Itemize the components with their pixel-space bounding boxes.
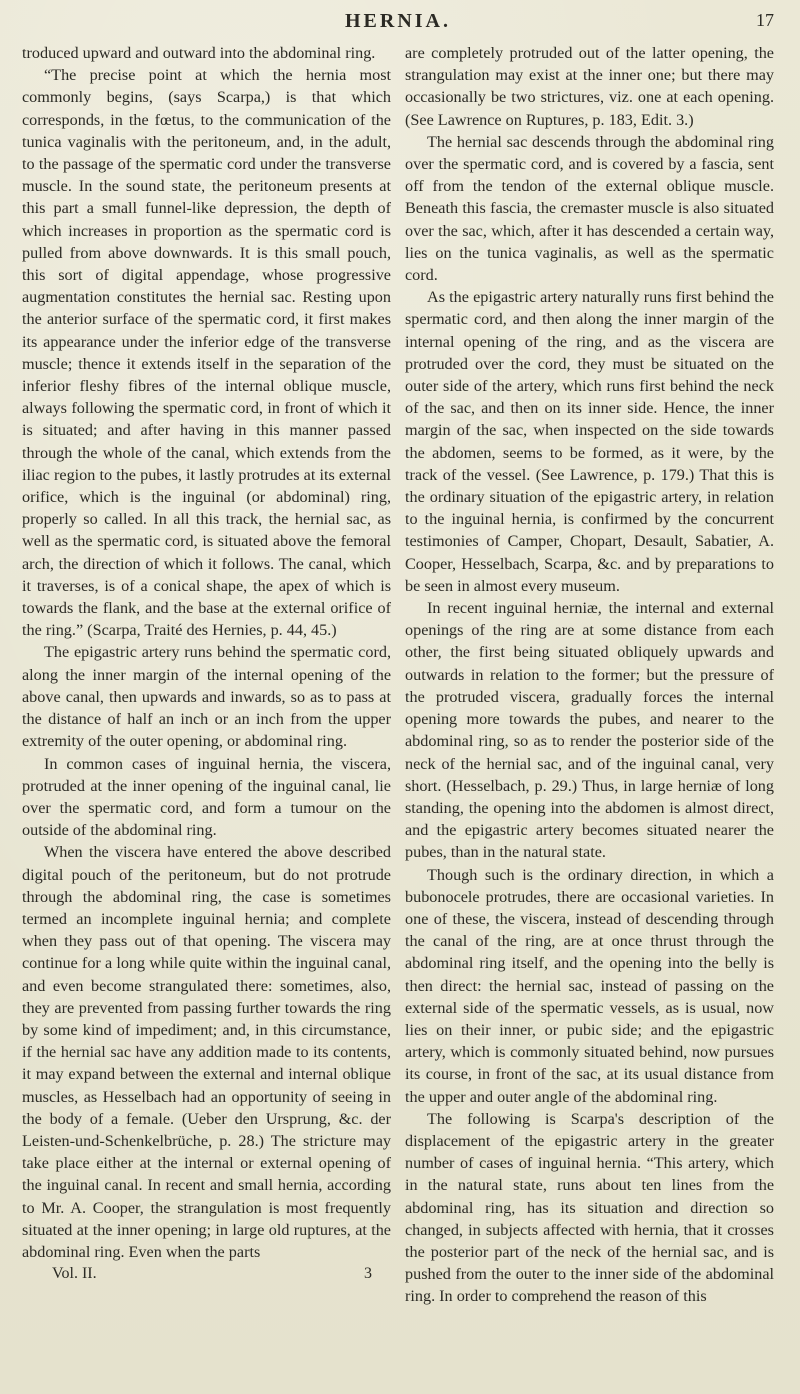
paragraph: troduced upward and outward into the abdominal ring.: [22, 44, 376, 62]
paragraph: As the epigastric artery naturally runs first behind the spermatic cord, and then along the inner margin of the internal opening of the ring, and as the viscera are protruded over the cord, they must be situated on the outer side of the artery, which runs first behind the neck of the sac, and then on its inner side. Hence, the inner margin of the sac, when inspected on the side towards the abdomen, seems to be formed, as it were, by the track of the vessel. (See Lawrence, p. 179.) That this is the ordinary situation of the epigastric artery, in relation to the inguinal hernia, is confirmed by the concurrent testimonies of Camper, Chopart, Desault, Sabatier, A. Cooper, Hesselbach, Scarpa, &c. and by preparations to be seen in almost every museum.: [405, 288, 774, 595]
running-head: [22, 10, 774, 38]
paragraph: The epigastric artery runs behind the spermatic cord, along the inner margin of the internal opening of the above canal, then upwards and inwards, so as to pass at the distance of half an inch or an inch from the upper extremity of the outer opening, or abdominal ring.: [22, 643, 391, 751]
signature-mark: 3: [364, 1265, 372, 1283]
paragraph: Though such is the ordinary direction, in which a bubonocele protrudes, there are occasional varieties. In one of these, the viscera, instead of descending through the canal of the ring, are at once thrust through the abdominal ring itself, and the opening into the belly is then direct: the hernial sac, instead of passing on the external side of the spermatic vessels, as is usual, now lies on their inner, or pubic side; and the epigastric artery, which is commonly situated behind, now pursues its course, in front of the sac, at its usual distance from the upper and outer angle of the abdominal ring.: [405, 865, 774, 1106]
paragraph: In common cases of inguinal hernia, the viscera, protruded at the inner opening of the inguinal canal, lie over the spermatic cord, and form a tumour on the outside of the abdominal ring.: [22, 754, 391, 840]
paragraph: are completely protruded out of the latter opening, the strangulation may exist at the inner one; but there may occasionally be two strictures, viz. one at each opening. (See Lawrence on Ruptures, p. 183, Edit. 3.): [405, 44, 774, 129]
right-column: [405, 42, 774, 1308]
volume-label: Vol. II.: [52, 1265, 97, 1283]
paragraph: When the viscera have entered the above described digital pouch of the peritoneum, but do not protrude through the abdominal ring, the case is sometimes termed an incomplete inguinal hernia; and complete when they pass out of that opening. The viscera may continue for a long while quite within the inguinal canal, and even become strangulated there: sometimes, also, they are prevented from passing further towards the ring by some kind of impediment; and, in this circumstance, if the hernial sac have any addition made to its contents, it may expand between the external and internal oblique muscles, as Hesselbach had an opportunity of seeing in the body of a female. (Ueber den Ursprung, &c. der Leisten-und-Schenkelbrüche, p. 28.) The stricture may take place either at the internal or external opening of the inguinal canal. In recent and small hernia, according to Mr. A. Cooper, the strangulation is most frequently situated at the inner opening; in large old ruptures, at the abdominal ring. Even when the parts: [22, 843, 391, 1261]
page-footer: [22, 1263, 372, 1285]
running-title: HERNIA.: [344, 10, 451, 32]
text-columns: [22, 42, 774, 1308]
paragraph: The hernial sac descends through the abdominal ring over the spermatic cord, and is covered by a fascia, sent off from the tendon of the external oblique muscle. Beneath this fascia, the cremaster muscle is also situated over the sac, which, after it has descended a certain way, lies on the tunica vaginalis, as well as the spermatic cord.: [405, 132, 774, 285]
paragraph: “The precise point at which the hernia most commonly begins, (says Scarpa,) is that which corresponds, in the fœtus, to the communication of the tunica vaginalis with the peritoneum, and, in the adult, to the passage of the spermatic cord under the transverse muscle. In the sound state, the peritoneum presents at this part a small funnel-like depression, the depth of which increases in proportion as the spermatic cord is pulled from above downwards. It is this small pouch, this sort of digital appendage, whose progressive augmentation constitutes the hernial sac. Resting upon the anterior surface of the spermatic cord, it first makes its appearance under the inferior edge of the transverse muscle; thence it extends itself in the separation of the inferior fleshy fibres of the internal oblique muscle, always following the spermatic cord, in front of which it is situated; and after having in this manner passed through the whole of the canal, which extends from the iliac region to the pubes, it lastly protrudes at its external orifice, which is the inguinal (or abdominal) ring, properly so called. In all this track, the hernial sac, as well as the spermatic cord, is situated above the femoral arch, the direction of which it follows. The canal, which it traverses, is of a conical shape, the apex of which is towards the flank, and the base at the external orifice of the ring.” (Scarpa, Traité des Hernies, p. 44, 45.): [22, 66, 391, 640]
paragraph: In recent inguinal herniæ, the internal and external openings of the ring are at some distance from each other, the first being situated obliquely upwards and outwards in relation to the former; but the pressure of the protruded viscera, gradually forces the internal opening more towards the pubes, and nearer to the abdominal ring, so as to render the posterior side of the neck of the hernial sac, and of the inguinal canal, very short. (Hesselbach, p. 29.) Thus, in large herniæ of long standing, the opening into the abdomen is almost direct, and the epigastric artery becomes situated nearer the pubes, than in the natural state.: [405, 599, 774, 862]
left-column: [22, 42, 391, 1308]
paragraph: The following is Scarpa's description of the displacement of the epigastric artery in the greater number of cases of inguinal hernia. “This artery, which in the natural state, runs about ten lines from the abdominal ring, has its situation and direction so changed, in subjects affected with hernia, that it crosses the posterior part of the neck of the hernial sac, and is pushed from the outer to the inner side of the abdominal ring. In order to comprehend the reason of this: [405, 1109, 774, 1306]
page-number: 17: [756, 10, 774, 30]
